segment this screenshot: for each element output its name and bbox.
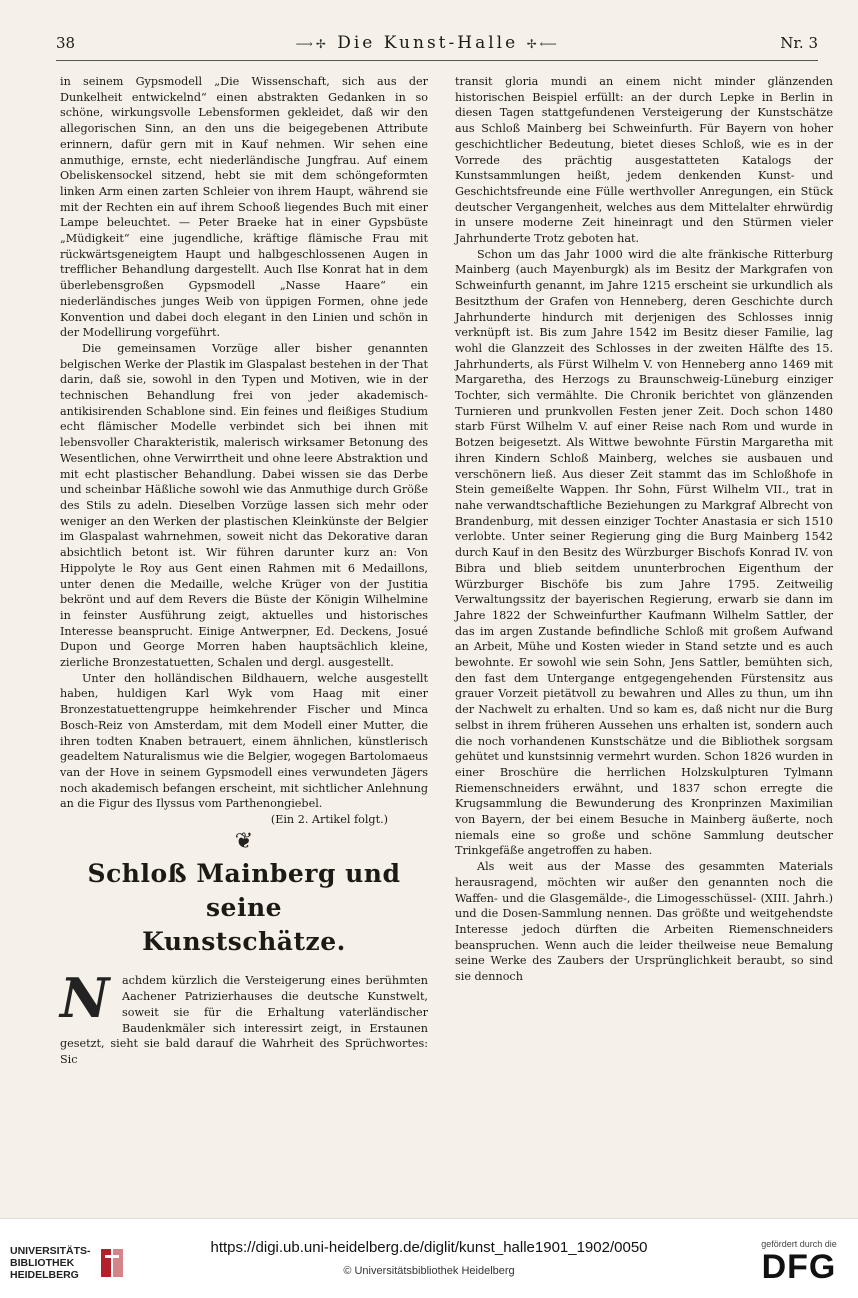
funding-note: gefördert durch die	[761, 1239, 837, 1249]
intro-paragraph: achdem kürzlich die Versteigerung eines berühmten Aachener Patrizierhauses die deutsche Kunstwelt, soweit sie für die Erhaltung vaterländischer Baudenkmäler sich interessirt zeigt, in Erstaunen gesetzt, sieht sie bald darauf die Wahrheit des Sprüchwortes: Sic	[60, 974, 428, 1066]
paragraph: Die gemeinsamen Vorzüge aller bisher genannten belgischen Werke der Plastik im Glaspalast bestehen in der That darin, daß sie, sowohl in den Typen und Motiven, wie in der technischen Behandlung frei von jeder akademisch-antikisirenden Schablone sind. Ein feines und fleißiges Studium echt flämischer Modelle verbindet sich bei ihnen mit lebensvoller Charakteristik, malerisch wirksamer Betonung des Wesentlichen, ohne Verwirrtheit und ohne leere Abstraktion und mit echt plastischer Behandlung. Dabei wissen sie das Derbe und scheinbar Häßliche sowohl wie das Anmuthige durch Größe des Stils zu adeln. Dieselben Vorzüge lassen sich mehr oder weniger an den Werken der plastischen Kleinkünste der Belgier im Glaspalast wahrnehmen, soweit nicht das Dekorative daran absichtlich betont ist. Wir führen darunter kurz an: Von Hippolyte le Roy aus Gent einen Rahmen mit 6 Medaillons, unter denen die Medaille, welche Krüger von der Justitia bekrönt und auf dem Revers die Büste der Königin Wilhelmine in feinster Ausführung zeigt, aktuelles und historisches Interesse beansprucht. Einige Antwerpner, Ed. Deckens, Josué Dupon und George Morren haben hauptsächlich kleine, zierliche Bronzestatuetten, Schalen und dergl. ausgestellt.	[60, 341, 428, 670]
header-rule	[56, 60, 818, 61]
dfg-logo[interactable]	[754, 1239, 844, 1285]
paragraph: Als weit aus der Masse des gesammten Materials herausragend, möchten wir außer den genannten noch die Waffen- und die Glasgemälde-, die Limogesschüssel- (XIII. Jahrh.) und die Dosen-Sammlung nennen. Das größte und weitgehendste Interesse jedoch dürften die Arbeiten Riemenschneiders beanspruchen. Wenn auch die leider theilweise neue Bemalung seine Werke des Zaubers der Ursprünglichkeit beraubt, so sind sie dennoch	[455, 860, 833, 984]
page-number: 38	[56, 34, 76, 52]
paragraph: in seinem Gypsmodell „Die Wissenschaft, sich aus der Dunkelheit entwickelnd“ einen abstrakten Gedanken in so schöne, wirkungsvolle Lebensformen gekleidet, daß wir den allegorischen Sinn, an den uns die beigegebenen Attribute erinnern, dafür gern mit in Kauf nehmen. Wir sehen eine anmuthige, ernste, echt niederländische Jungfrau. Auf einem Obeliskensockel sitzend, hebt sie mit dem schöngeformten linken Arm einen zarten Schleier von ihrem Haupt, während sie mit der Rechten ein auf ihrem Schooß liegendes Buch mit einer Lampe beleuchtet. — Peter Braeke hat in einer Gypsbüste „Müdigkeit“ eine jugendliche, kräftige flämische Frau mit rückwärtsgeneigtem Haupt und halbgeschlossenen Augen in trefflicher Behandlung dargestellt. Auch Ilse Konrat hat in dem überlebensgroßen Gypsmodell „Nasse Haare“ ein niederländisches junges Weib von üppigen Formen, ohne jede Konvention und dabei doch elegant in den Linien und schön in der Modellirung vorgeführt.	[60, 75, 428, 340]
journal-title	[296, 33, 560, 53]
journal-title-text: Die Kunst-Halle	[337, 33, 519, 53]
ornament-right-icon: ✢⟵	[526, 37, 560, 51]
running-head	[56, 30, 818, 56]
article-title-line: Kunstschätze.	[142, 927, 346, 957]
copyright-notice: © Universitätsbibliothek Heidelberg	[343, 1265, 515, 1277]
paragraph: Unter den holländischen Bildhauern, welche ausgestellt haben, huldigen Karl Wyk vom Haag mit einer Bronzestatuettengruppe heimkehrender Fischer und Minca Bosch-Reiz von Amsterdam, mit dem Modell einer Mutter, die ihren todten Knaben betrauert, einem ähnlichen, künstlerisch geadeltem Naturalismus wie die Belgier, wogegen Bartolomaeus van der Hove in seinem Gypsmodell eines verwundeten Jägers noch akademisch befangen erscheint, mit sichtlicher Anlehnung an die Figur des Ilyssus vom Parthenongiebel.	[60, 671, 428, 811]
library-name-line: BIBLIOTHEK	[10, 1257, 75, 1269]
library-name-line: HEIDELBERG	[10, 1269, 79, 1281]
vignette-icon: ❦	[234, 828, 254, 854]
article-title	[60, 857, 428, 959]
dfg-wordmark: DFG	[761, 1248, 837, 1286]
drop-cap: N	[60, 966, 110, 1031]
library-name-line: UNIVERSITÄTS-	[10, 1245, 91, 1257]
article-title-line: Schloß Mainberg und seine	[87, 859, 401, 923]
viewer-footer	[0, 1218, 858, 1298]
continuation-note: (Ein 2. Artikel folgt.)	[270, 813, 388, 827]
permalink-url[interactable]: https://digi.ub.uni-heidelberg.de/diglit/kunst_halle1901_1902/0050	[210, 1239, 648, 1256]
issue-number: Nr. 3	[780, 34, 818, 52]
ornament-left-icon: ⟶✢	[295, 37, 329, 51]
paragraph: Schon um das Jahr 1000 wird die alte fränkische Ritterburg Mainberg (auch Mayenburgk) als im Besitz der Markgrafen von Schweinfurth genannt, im Jahre 1215 erscheint sie urkundlich als Besitzthum der Grafen von Henneberg, deren Geschichte durch Jahrhunderte hindurch mit derjenigen des Schlosses innig verknüpft ist. Bis zum Jahre 1542 im Besitz dieser Familie, lag wohl die Glanzzeit des Schlosses in der zweiten Hälfte des 15. Jahrhunderts, als Fürst Wilhelm V. von Henneberg anno 1469 mit Margaretha, des Herzogs zu Braunschweig-Lüneburg einziger Tochter, sich vermählte. Die Chronik berichtet von glänzenden Turnieren und prunkvollen Festen jener Zeit. Doch schon 1480 starb Fürst Wilhelm V. auf einer Reise nach Rom und wurde in Botzen beigesetzt. Als Wittwe bewohnte Fürstin Margaretha mit ihren Kindern Schloß Mainberg, welches sie ausbauen und verschönern ließ. Aus dieser Zeit stammt das im Schloßhofe in Stein gemeißelte Wappen. Ihr Sohn, Fürst Wilhelm VII., trat in nahe verwandtschaftliche Beziehungen zu Markgraf Albrecht von Brandenburg, mit dessen einziger Tochter Anastasia er sich 1510 verlobte. Unter seiner Regierung ging die Burg Mainberg 1542 durch Kauf in den Besitz des Würzburger Bischofs Konrad IV. von Bibra und blieb seitdem ununterbrochen Eigenthum der Würzburger Bischöfe bis zum Jahre 1795. Zeitweilig Verwaltungssitz der bayerischen Regierung, erwarb sie dann im Jahre 1822 der Schweinfurther Kaufmann Wilhelm Sattler, der das im argen Zustande befindliche Schloß mit großem Aufwand an Arbeit, Mühe und Kosten wieder in Stand setzte und es auch bewohnte. Er sowohl wie sein Sohn, Jens Sattler, bemühten sich, den fast dem Untergange entgegengehenden Fürstensitz aus grauer Vorzeit pietätvoll zu bewahren und Alles zu thun, um ihn der Nachwelt zu erhalten. Und so kam es, daß nicht nur die Burg selbst in ihrem früheren Aussehen uns erhalten ist, sondern auch die noch vorhandenen Kunstschätze und die Bibliothek sorgsam gehütet und kunstsinnig vermehrt wurden. Schon 1826 wurden in einer Broschüre die herrlichen Holzskulpturen Tylmann Riemenschneiders erwähnt, und 1837 schon erregte die Krugsammlung die Bewunderung des Kronprinzen Maximilian von Bayern, der bei einem Besuche in Mainberg äußerte, noch niemals eine so große und schöne Sammlung deutscher Trinkgefäße angetroffen zu haben.	[455, 247, 833, 858]
left-column	[60, 74, 428, 1068]
paragraph: transit gloria mundi an einem nicht minder glänzenden historischen Beispiel erfüllt: an der durch Lepke in Berlin in diesen Tagen stattgefundenen Versteigerung der Kunstschätze aus Schloß Mainberg bei Schweinfurth. Für Bayern von hoher geschichtlicher Bedeutung, bietet dieses Schloß, wie es in der Vorrede des prächtig ausgestatteten Katalogs der Kunstsammlungen heißt, jedem denkenden Kunst- und Geschichtsfreunde eine Fülle werthvoller Anregungen, ein Stück deutscher Vergangenheit, welches aus dem Mittelalter ehrwürdig in unsere moderne Zeit hineinragt und den Stürmen vieler Jahrhunderte Trotz geboten hat.	[455, 75, 833, 246]
right-column	[455, 74, 833, 985]
intro-block	[60, 966, 428, 1067]
